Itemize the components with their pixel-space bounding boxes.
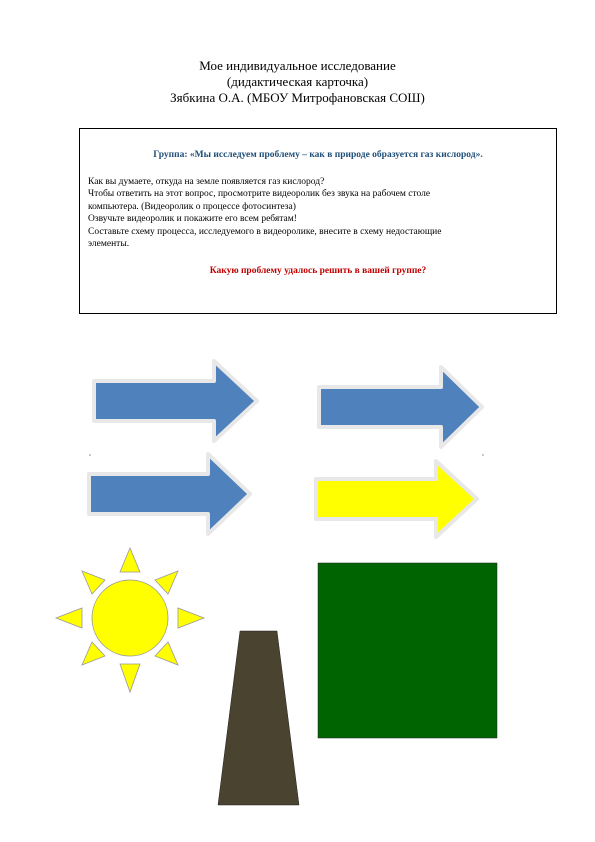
sun-icon[interactable] — [56, 548, 204, 692]
stray-dot-2 — [482, 454, 484, 456]
sun-disc — [92, 580, 168, 656]
header-line-2: (дидактическая карточка) — [226, 74, 369, 89]
card-question: Какую проблему удалось решить в вашей группе? — [209, 265, 427, 276]
card-line-4: Озвучьте видеоролик и покажите его всем ребятам! — [88, 214, 297, 224]
tree-crown[interactable] — [318, 563, 497, 738]
blue-arrow-1[interactable] — [94, 361, 257, 441]
card-line-2: Чтобы ответить на этот вопрос, просмотрите видеоролик без звука на рабочем столе — [88, 189, 431, 199]
card-title: Группа: «Мы исследуем проблему – как в природе образуется газ кислород». — [153, 150, 483, 160]
card-line-3: компьютера. (Видеоролик о процессе фотосинтеза) — [88, 201, 296, 212]
card-line-6: элементы. — [88, 239, 130, 249]
blue-arrow-3[interactable] — [89, 454, 250, 534]
card-line-1: Как вы думаете, откуда на земле появляется газ кислород? — [88, 176, 325, 187]
yellow-arrow[interactable] — [316, 461, 477, 537]
sun-ray-e — [178, 608, 204, 628]
sun-ray-w — [56, 608, 82, 628]
sun-ray-ne — [155, 571, 178, 594]
sun-ray-sw — [82, 642, 105, 665]
card-line-5: Составьте схему процесса, исследуемого в видеоролике, внесите в схему недостающие — [88, 226, 442, 237]
sun-ray-s — [120, 664, 140, 692]
tree-trunk[interactable] — [218, 631, 299, 805]
sun-ray-n — [120, 548, 140, 572]
sun-ray-nw — [82, 571, 105, 594]
sun-ray-se — [155, 642, 178, 665]
blue-arrow-2[interactable] — [319, 367, 482, 447]
header-line-3: Зябкина О.А. (МБОУ Митрофановская СОШ) — [170, 90, 425, 105]
header-line-1: Мое индивидуальное исследование — [199, 58, 396, 73]
stray-dot-1 — [89, 454, 91, 456]
